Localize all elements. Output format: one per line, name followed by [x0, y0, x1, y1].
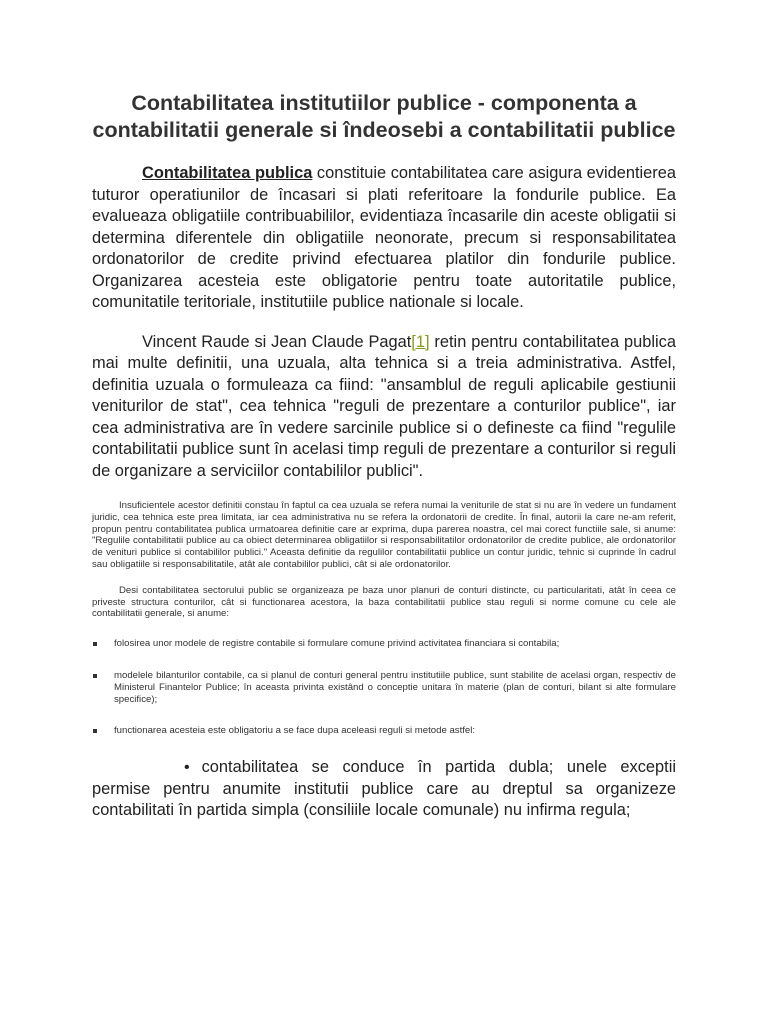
paragraph-definition-text: constituie contabilitatea care asigura evidentierea tuturor operatiunilor de încasari si plati referitoare la fondurile publice. Ea evalueaza obligatiile contribuabililor, evidentiaza încasarile din aceste obligatii si determina diferentele din obligatiile neonorate, precum si responsabilitatea ordonatorilor de credite privind efectuarea platilor din fondurile publice. Organizarea acesteia este obligatorie pentru toate autoritatile publice, comunitatile teritoriale, institutiile publice nationale si locale.	[92, 164, 676, 311]
paragraph-insufficiencies: Insuficientele acestor definitii constau în faptul ca cea uzuala se refera numai la veniturile de stat si nu are în vedere un fundament juridic, cea tehnica este prea limitata, iar cea administrativa nu se refera la ordonatorii de credite. În final, autorii la care ne-am referit, propun pentru contabilitatea publica urmatoarea definitie care ar exprima, dupa parerea noastra, cel mai corect functiile sale, si anume: "Regulile contabilitatii publice au ca obiect determinarea obligatiilor si responsabilitatilor ordonatorilor de credite publice, ale ordonatorilor de venituri publice si contabililor publici." Aceasta definitie da regulilor contabilitatii publice un contur juridic, tehnic si cuprinde în cadrul sau obligatiile si responsabilitatile, atât ale contabililor publici, cât si ale ordonatorilor.	[92, 500, 676, 570]
square-bullet-icon	[93, 642, 97, 646]
square-bullet-icon	[93, 674, 97, 678]
footnote-link[interactable]: [1]	[411, 332, 430, 351]
list-item: modelele bilanturilor contabile, ca si planul de conturi general pentru institutiile publice, sunt stabilite de acelasi organ, respectiv de Ministerul Finantelor Publice; în aceasta privinta existând o conceptie unitara în materie (plan de conturi, bilant si alte formulare specifice);	[92, 670, 676, 705]
list-item: • contabilitatea se conduce în partida dubla; unele exceptii permise pentru anumite institutii publice care au dreptul sa organizeze contabilitati în partida simpla (consiliile locale comunale) nu infirma regula;	[92, 758, 676, 820]
square-bullet-icon	[93, 729, 97, 733]
paragraph-definition	[92, 163, 676, 314]
rules-list	[92, 638, 676, 737]
term-contabilitatea-publica: Contabilitatea publica	[142, 164, 313, 182]
document-title: Contabilitatea institutiilor publice - componenta a contabilitatii generale si îndeosebi a contabilitatii publice	[92, 91, 676, 142]
methods-list	[92, 757, 676, 822]
paragraph-authors-text: retin pentru contabilitatea publica mai multe definitii, una uzuala, alta tehnica si a treia administrativa. Astfel, definitia uzuala o formuleaza ca fiind: "ansamblul de reguli aplicabile gestiunii veniturilor de stat", cea tehnica "reguli de prezentare a conturilor publice", iar cea administrativa are în vedere sarcinile publice si o defineste ca fiind "regulile contabilitatii publice sunt în acelasi timp reguli de prezentare a conturilor si reguli de organizare a serviciilor contabililor publici".	[92, 332, 676, 480]
bullet-dot-icon: •	[184, 759, 190, 777]
paragraph-common-rules: Desi contabilitatea sectorului public se organizeaza pe baza unor planuri de conturi distincte, cu particularitati, atât în ceea ce priveste structura conturilor, cât si functionarea acestora, la baza contabilitatii publice stau reguli si norme comune cu cele ale contabilitatii generale, si anume:	[92, 584, 676, 620]
paragraph-authors	[92, 332, 676, 483]
list-item: folosirea unor modele de registre contabile si formulare comune privind activitatea financiara si contabila;	[92, 638, 676, 650]
list-item: functionarea acesteia este obligatoriu a se face dupa aceleasi reguli si metode astfel:	[92, 725, 676, 737]
paragraph-authors-lead: Vincent Raude si Jean Claude Pagat	[142, 332, 412, 351]
